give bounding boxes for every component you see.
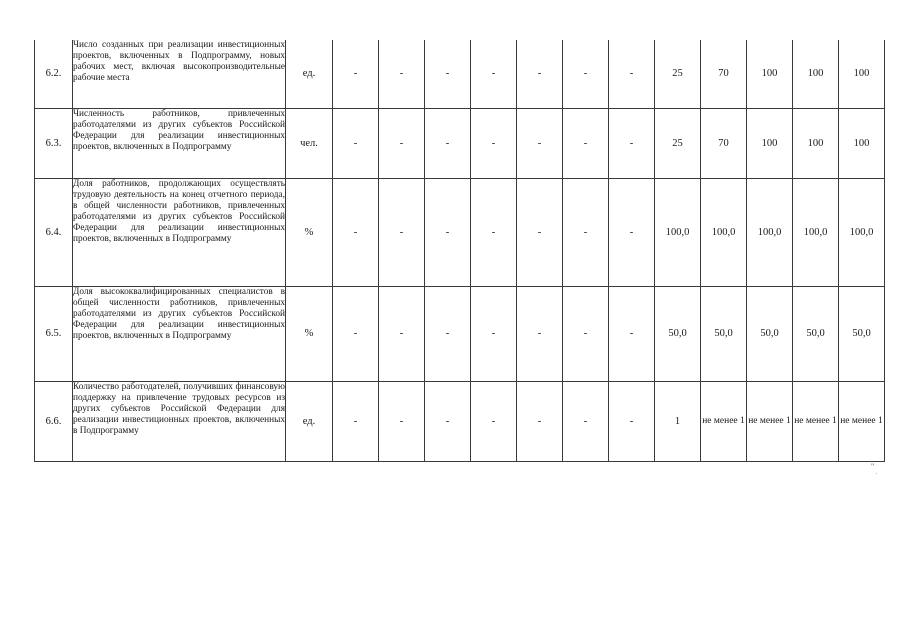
unit-cell: % (286, 286, 333, 381)
unit-cell: % (286, 178, 333, 286)
value-cell: 100 (747, 108, 793, 178)
value-cell: не менее 1 (747, 381, 793, 461)
table-row (35, 381, 885, 461)
indicators-table (34, 40, 885, 462)
value-cell: 100,0 (793, 178, 839, 286)
unit-cell: ед. (286, 381, 333, 461)
value-cell: не менее 1 (839, 381, 885, 461)
value-cell: 100,0 (747, 178, 793, 286)
empty-value-cell: - (471, 286, 517, 381)
empty-value-cell: - (563, 381, 609, 461)
row-number: 6.4. (35, 178, 73, 286)
empty-value-cell: - (425, 108, 471, 178)
closing-quote-mark: " (871, 462, 875, 471)
table-row (35, 40, 885, 108)
closing-dot-mark: . (876, 470, 878, 476)
empty-value-cell: - (563, 40, 609, 108)
value-cell: 70 (701, 108, 747, 178)
row-number: 6.6. (35, 381, 73, 461)
empty-value-cell: - (517, 178, 563, 286)
empty-value-cell: - (609, 178, 655, 286)
empty-value-cell: - (471, 40, 517, 108)
indicator-description: Число созданных при реализации инвестиционных проектов, включенных в Подпрограмму, новых рабочих мест, включая высокопроизводительные рабочие места (73, 40, 286, 108)
indicator-description: Доля работников, продолжающих осуществлять трудовую деятельность на конец отчетного периода, в общей численности работников, привлеченных работодателями из других субъектов Российской Федерации для реализации инвестиционных проектов, включенных в Подпрограмму (73, 178, 286, 286)
value-cell: 100 (839, 40, 885, 108)
value-cell: 100,0 (655, 178, 701, 286)
empty-value-cell: - (379, 108, 425, 178)
empty-value-cell: - (333, 40, 379, 108)
row-number: 6.3. (35, 108, 73, 178)
value-cell: 70 (701, 40, 747, 108)
empty-value-cell: - (379, 40, 425, 108)
value-cell: 50,0 (839, 286, 885, 381)
empty-value-cell: - (609, 381, 655, 461)
value-cell: не менее 1 (793, 381, 839, 461)
value-cell: 100 (839, 108, 885, 178)
empty-value-cell: - (425, 178, 471, 286)
empty-value-cell: - (425, 381, 471, 461)
empty-value-cell: - (379, 286, 425, 381)
empty-value-cell: - (609, 286, 655, 381)
unit-cell: ед. (286, 40, 333, 108)
empty-value-cell: - (609, 40, 655, 108)
empty-value-cell: - (333, 108, 379, 178)
indicator-description: Численность работников, привлеченных работодателями из других субъектов Российской Федерации для реализации инвестиционных проектов, включенных в Подпрограмму (73, 108, 286, 178)
empty-value-cell: - (517, 286, 563, 381)
empty-value-cell: - (425, 286, 471, 381)
value-cell: 100,0 (839, 178, 885, 286)
empty-value-cell: - (471, 381, 517, 461)
value-cell: 100 (793, 108, 839, 178)
value-cell: 50,0 (747, 286, 793, 381)
empty-value-cell: - (471, 178, 517, 286)
table-body (35, 40, 885, 461)
value-cell: 50,0 (793, 286, 839, 381)
empty-value-cell: - (333, 286, 379, 381)
value-cell: 25 (655, 108, 701, 178)
indicator-description: Доля высококвалифицированных специалистов в общей численности работников, привлеченных работодателями из других субъектов Российской Федерации для реализации инвестиционных проектов, включенных в Подпрограмму (73, 286, 286, 381)
empty-value-cell: - (425, 40, 471, 108)
empty-value-cell: - (471, 108, 517, 178)
value-cell: не менее 1 (701, 381, 747, 461)
value-cell: 50,0 (701, 286, 747, 381)
empty-value-cell: - (333, 178, 379, 286)
table-row (35, 108, 885, 178)
empty-value-cell: - (379, 178, 425, 286)
unit-cell: чел. (286, 108, 333, 178)
empty-value-cell: - (379, 381, 425, 461)
empty-value-cell: - (563, 286, 609, 381)
value-cell: 1 (655, 381, 701, 461)
table-row (35, 178, 885, 286)
empty-value-cell: - (517, 108, 563, 178)
empty-value-cell: - (517, 381, 563, 461)
table-row (35, 286, 885, 381)
value-cell: 25 (655, 40, 701, 108)
value-cell: 100 (747, 40, 793, 108)
value-cell: 100,0 (701, 178, 747, 286)
row-number: 6.2. (35, 40, 73, 108)
empty-value-cell: - (563, 108, 609, 178)
value-cell: 50,0 (655, 286, 701, 381)
indicator-description: Количество работодателей, получивших финансовую поддержку на привлечение трудовых ресурсов из других субъектов Российской Федерации для реализации инвестиционных проектов, включенных в Подпрограмму (73, 381, 286, 461)
empty-value-cell: - (333, 381, 379, 461)
value-cell: 100 (793, 40, 839, 108)
empty-value-cell: - (517, 40, 563, 108)
empty-value-cell: - (563, 178, 609, 286)
empty-value-cell: - (609, 108, 655, 178)
row-number: 6.5. (35, 286, 73, 381)
